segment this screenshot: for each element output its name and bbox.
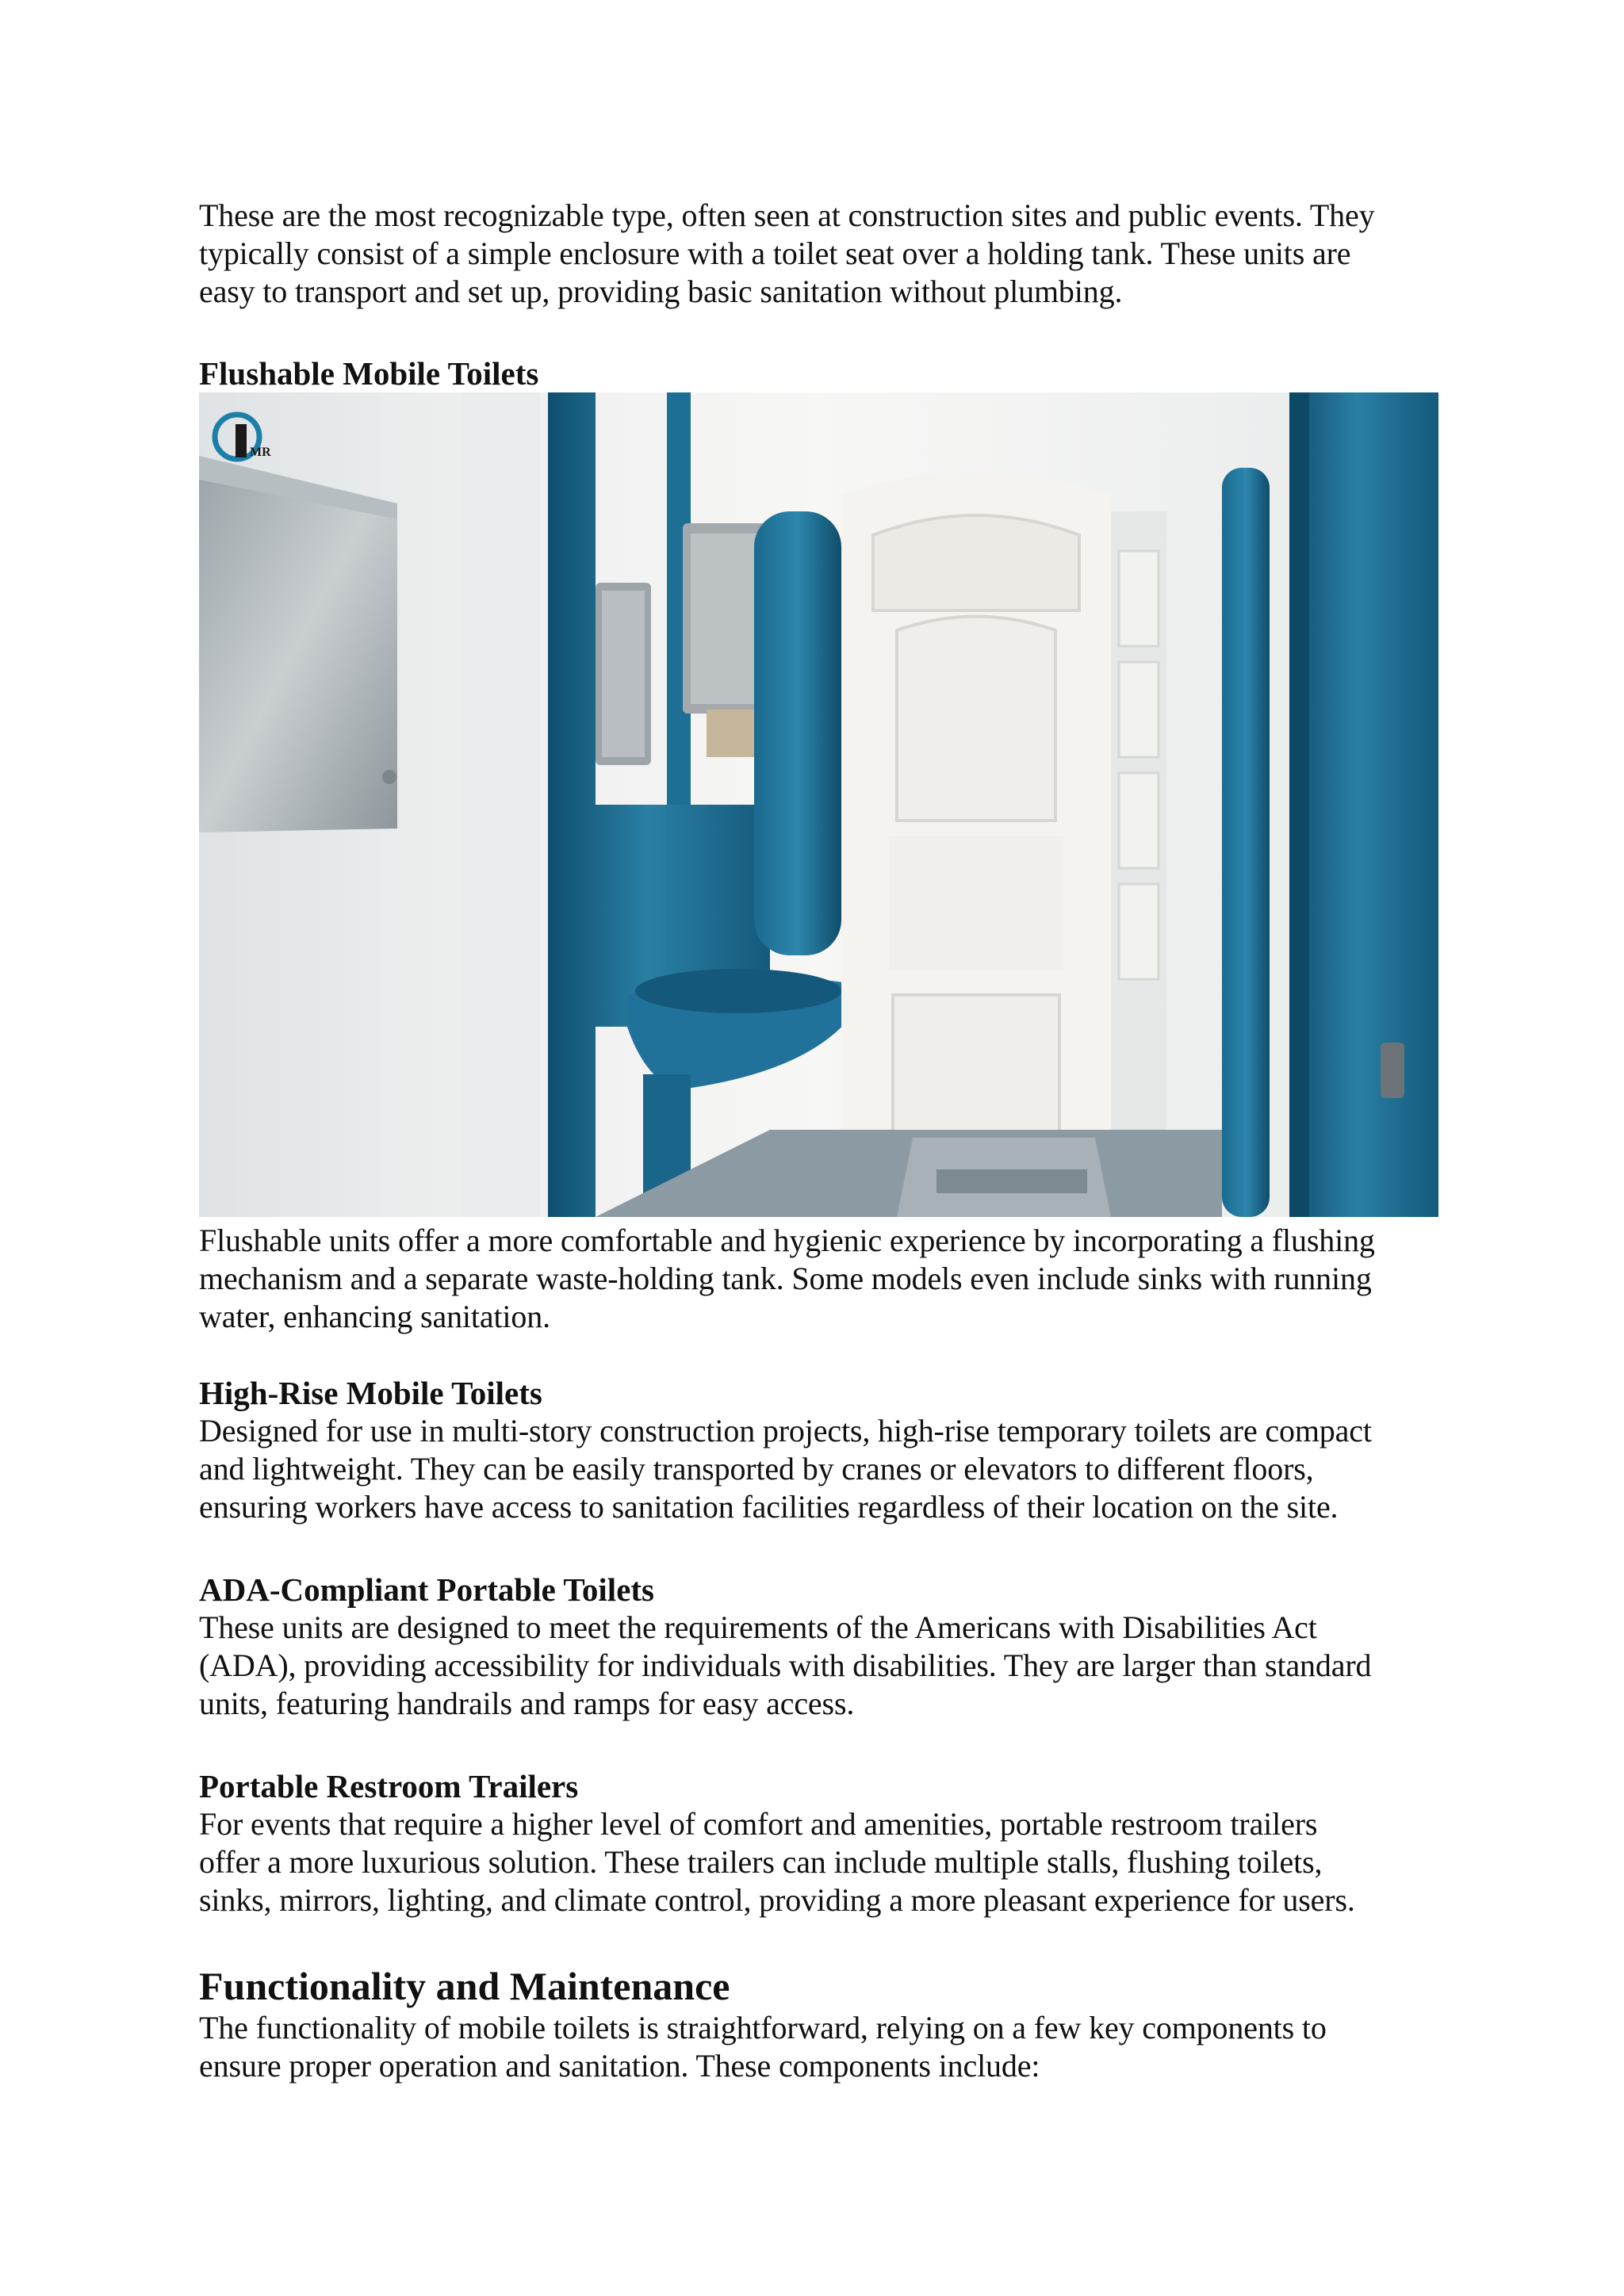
heading-functionality-and-maintenance: Functionality and Maintenance [199,1964,730,2008]
flushable-line-3: water, enhancing sanitation. [199,1299,550,1334]
heading-flushable-mobile-toilets: Flushable Mobile Toilets [199,355,539,392]
heading-portable-restroom-trailers: Portable Restroom Trailers [199,1768,579,1804]
heading-ada-compliant-portable-toilets: ADA-Compliant Portable Toilets [199,1571,654,1608]
flushable-line-2: mechanism and a separate waste-holding tank. Some models even include sinks with running [199,1261,1372,1296]
intro-paragraph [199,197,1440,311]
portable-toilet-interior-photo [199,392,1438,1217]
functionality-line-2: ensure proper operation and sanitation. These components include: [199,2048,1040,2084]
functionality-line-1: The functionality of mobile toilets is straightforward, relying on a few key components to [199,2010,1327,2045]
highrise-line-2: and lightweight. They can be easily transported by cranes or elevators to different floors, [199,1451,1314,1487]
section-trailers [199,1767,1440,1919]
intro-line-2: typically consist of a simple enclosure with a toilet seat over a holding tank. These units are [199,235,1351,271]
flushable-paragraph [199,1222,1440,1336]
trailers-line-1: For events that require a higher level of comfort and amenities, portable restroom trailers [199,1806,1318,1842]
section-functionality [199,1963,1440,2085]
section-high-rise [199,1374,1440,1526]
trailers-line-2: offer a more luxurious solution. These trailers can include multiple stalls, flushing toilets, [199,1844,1323,1880]
ada-line-3: units, featuring handrails and ramps for easy access. [199,1686,855,1721]
trailers-line-3: sinks, mirrors, lighting, and climate control, providing a more pleasant experience for users. [199,1882,1355,1918]
flushable-line-1: Flushable units offer a more comfortable and hygienic experience by incorporating a flushing [199,1223,1375,1258]
highrise-line-3: ensuring workers have access to sanitation facilities regardless of their location on the site. [199,1489,1339,1525]
highrise-line-1: Designed for use in multi-story construction projects, high-rise temporary toilets are compact [199,1413,1372,1448]
heading-high-rise-mobile-toilets: High-Rise Mobile Toilets [199,1375,542,1411]
intro-line-1: These are the most recognizable type, often seen at construction sites and public events. They [199,197,1375,233]
section-ada [199,1571,1440,1723]
logo-text: MR [250,446,271,459]
ada-line-1: These units are designed to meet the requirements of the Americans with Disabilities Act [199,1609,1317,1645]
intro-line-3: easy to transport and set up, providing basic sanitation without plumbing. [199,274,1123,309]
ada-line-2: (ADA), providing accessibility for individuals with disabilities. They are larger than standard [199,1647,1372,1683]
